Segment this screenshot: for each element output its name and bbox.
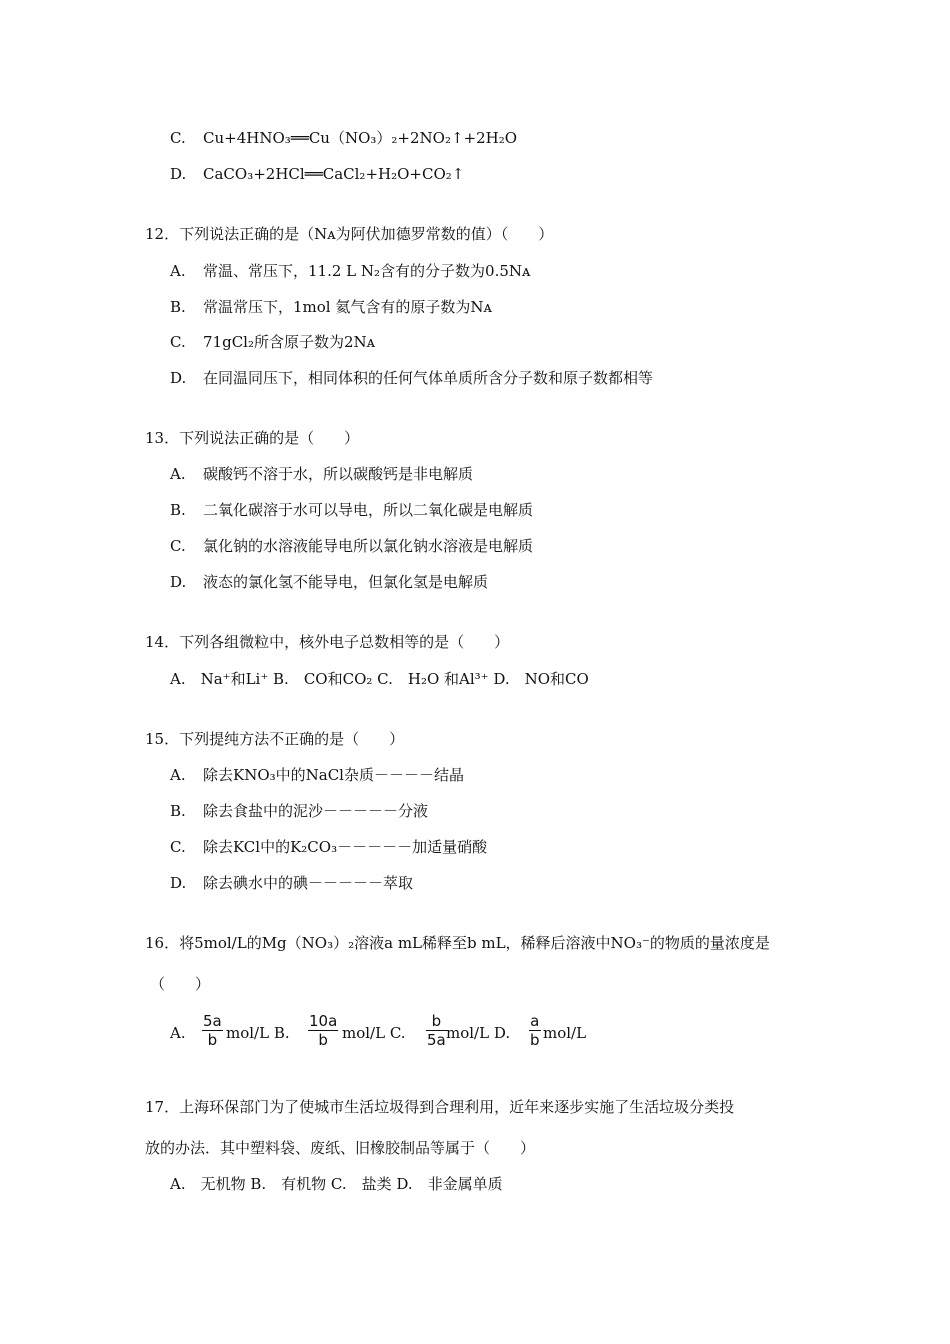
q13-option-d — [170, 572, 488, 592]
unit-text: mol/L — [446, 1024, 490, 1042]
option-label: B. — [170, 298, 186, 316]
option-label: A. — [170, 262, 186, 280]
q15-stem: 15．下列提纯方法不正确的是（ ） — [145, 730, 405, 748]
option-text: 除去KCl中的K₂CO₃－－－－－加适量硝酸 — [203, 838, 488, 856]
option-label: B. — [170, 501, 186, 519]
q13-option-b — [170, 500, 533, 520]
fraction-denominator: 5a — [427, 1031, 446, 1049]
option-label: D. — [170, 165, 187, 183]
option-label: A. — [170, 766, 186, 784]
q11-option-c — [170, 128, 517, 148]
q17-options: A. 无机物 B. 有机物 C. 盐类 D. 非金属单质 — [170, 1175, 503, 1193]
fraction — [202, 1012, 223, 1049]
option-text: 常温常压下，1mol 氦气含有的原子数为Nᴀ — [203, 298, 492, 316]
option-label: C. — [389, 1024, 406, 1042]
option-label: A. — [170, 1024, 186, 1042]
option-label: C. — [170, 129, 186, 147]
q14-options: A. Na⁺和Li⁺ B. CO和CO₂ C. H₂O 和Al³⁺ D. NO和CO — [170, 670, 589, 688]
option-text: 氯化钠的水溶液能导电所以氯化钠水溶液是电解质 — [203, 537, 534, 555]
q13-option-c — [170, 536, 533, 556]
q13-stem: 13．下列说法正确的是（ ） — [145, 429, 360, 447]
q16-stem-continuation: （ ） — [150, 975, 211, 993]
fraction-numerator: 5a — [203, 1012, 222, 1030]
option-text: 除去食盐中的泥沙－－－－－分液 — [203, 802, 429, 820]
q17-stem: 17．上海环保部门为了使城市生活垃圾得到合理利用，近年来逐步实施了生活垃圾分类投 — [145, 1098, 735, 1116]
option-text: 二氧化碳溶于水可以导电，所以二氧化碳是电解质 — [203, 501, 534, 519]
q12-stem: 12．下列说法正确的是（Nᴀ为阿伏加德罗常数的值）（ ） — [145, 225, 554, 243]
fraction — [529, 1012, 541, 1049]
fraction-denominator: b — [318, 1031, 328, 1049]
option-text: 除去碘水中的碘－－－－－萃取 — [203, 874, 414, 892]
option-text: 液态的氯化氢不能导电，但氯化氢是电解质 — [203, 573, 489, 591]
option-text: 在同温同压下，相同体积的任何气体单质所含分子数和原子数都相等 — [203, 369, 654, 387]
option-label: C. — [170, 838, 186, 856]
q16-stem: 16．将5mol/L的Mg（NO₃）₂溶液a mL稀释至b mL，稀释后溶液中NO₃⁻的物质的量浓度是 — [145, 934, 770, 952]
option-text: 除去KNO₃中的NaCl杂质－－－－结晶 — [203, 766, 464, 784]
q17-stem-continuation: 放的办法．其中塑料袋、废纸、旧橡胶制品等属于（ ） — [145, 1139, 536, 1157]
option-text: 碳酸钙不溶于水，所以碳酸钙是非电解质 — [203, 465, 474, 483]
option-text: 71gCl₂所含原子数为2Nᴀ — [203, 333, 376, 351]
unit — [226, 1024, 290, 1042]
q12-option-d — [170, 368, 653, 388]
unit-text: mol/L — [226, 1024, 270, 1042]
unit-text: mol/L — [543, 1024, 587, 1042]
option-label: D. — [170, 874, 187, 892]
option-text: Cu+4HNO₃══Cu（NO₃）₂+2NO₂↑+2H₂O — [203, 129, 518, 147]
fraction-numerator: 10a — [309, 1012, 338, 1030]
option-text: 常温、常压下，11.2 L N₂含有的分子数为0.5Nᴀ — [203, 262, 531, 280]
q12-option-a — [170, 261, 531, 281]
option-label: A. — [170, 465, 186, 483]
q15-option-c — [170, 837, 487, 857]
q13-option-a — [170, 464, 473, 484]
unit — [342, 1024, 406, 1042]
option-label: D. — [493, 1024, 511, 1042]
option-label: D. — [170, 369, 187, 387]
unit — [446, 1024, 510, 1042]
q15-option-b — [170, 801, 428, 821]
q12-option-c — [170, 332, 375, 352]
fraction-denominator: b — [207, 1031, 218, 1049]
q15-option-d — [170, 873, 413, 893]
q14-stem: 14．下列各组微粒中，核外电子总数相等的是（ ） — [145, 633, 510, 651]
option-label: B. — [170, 802, 186, 820]
fraction-denominator: b — [530, 1031, 540, 1049]
fraction — [308, 1012, 338, 1049]
fraction — [426, 1012, 447, 1049]
unit-text: mol/L — [342, 1024, 386, 1042]
q11-option-d — [170, 164, 464, 184]
option-label: C. — [170, 537, 186, 555]
q12-option-b — [170, 297, 492, 317]
option-label: B. — [273, 1024, 290, 1042]
fraction-numerator: a — [530, 1012, 540, 1030]
option-text: CaCO₃+2HCl══CaCl₂+H₂O+CO₂↑ — [203, 165, 465, 183]
fraction-numerator: b — [426, 1012, 447, 1031]
option-label: D. — [170, 573, 187, 591]
option-label: C. — [170, 333, 186, 351]
q15-option-a — [170, 765, 464, 785]
